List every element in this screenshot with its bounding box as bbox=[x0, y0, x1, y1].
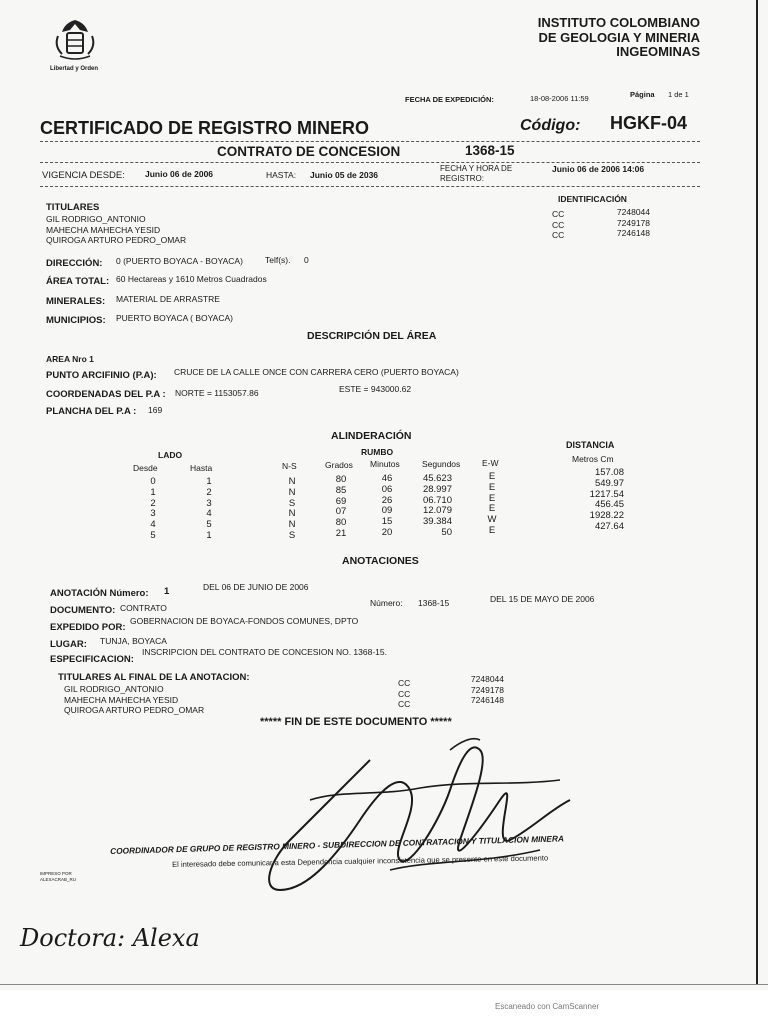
col-grados bbox=[334, 475, 348, 540]
fin-documento: ***** FIN DE ESTE DOCUMENTO ***** bbox=[260, 716, 452, 728]
col-header-ns: N-S bbox=[282, 461, 297, 471]
titular-name: GIL RODRIGO_ANTONIO bbox=[46, 214, 146, 224]
table-cell: E bbox=[488, 492, 496, 504]
identificacion-heading: IDENTIFICACIÓN bbox=[558, 194, 627, 204]
titular-id-type: CC bbox=[552, 219, 565, 230]
plancha-value: 169 bbox=[148, 405, 163, 415]
table-cell: 21 bbox=[335, 527, 347, 539]
lugar-value: TUNJA, BOYACA bbox=[100, 636, 167, 646]
table-cell: 1217.54 bbox=[589, 488, 624, 500]
table-cell: 3 bbox=[150, 508, 156, 520]
titular-id-type: CC bbox=[398, 688, 411, 699]
table-cell: 12.079 bbox=[422, 505, 452, 517]
table-cell: N bbox=[288, 519, 296, 531]
col-header-metros: Metros Cm bbox=[572, 454, 614, 464]
plancha-label: PLANCHA DEL P.A : bbox=[46, 406, 137, 417]
table-cell: 80 bbox=[335, 474, 347, 485]
scanner-watermark: Escaneado con CamScanner bbox=[495, 1002, 600, 1011]
titular-name: QUIROGA ARTURO PEDRO_OMAR bbox=[46, 235, 187, 245]
table-cell: S bbox=[288, 497, 296, 509]
doc-numero-value: 1368-15 bbox=[418, 598, 450, 608]
expedido-label: EXPEDIDO POR: bbox=[50, 622, 126, 633]
table-cell: 3 bbox=[206, 497, 212, 509]
impreso-por-tiny bbox=[40, 871, 76, 883]
table-cell: 1 bbox=[206, 476, 212, 487]
codigo-value: HGKF-04 bbox=[610, 113, 688, 133]
table-cell: 549.97 bbox=[594, 477, 624, 489]
punto-arcifinio-label: PUNTO ARCIFINIO (P.A): bbox=[46, 370, 157, 381]
minerales-label: MINERALES: bbox=[46, 296, 106, 307]
area-total-label: ÁREA TOTAL: bbox=[46, 276, 110, 287]
table-cell: E bbox=[488, 524, 496, 536]
coordenada-este: ESTE = 943000.62 bbox=[339, 384, 412, 394]
titular-name: MAHECHA MAHECHA YESID bbox=[64, 694, 179, 705]
table-cell: 1 bbox=[150, 486, 156, 498]
distancia-heading: DISTANCIA bbox=[566, 440, 615, 450]
titular-id-type: CC bbox=[398, 678, 411, 688]
titulares-heading: TITULARES bbox=[46, 202, 100, 213]
table-cell: 80 bbox=[335, 517, 347, 529]
lado-heading: LADO bbox=[158, 450, 183, 460]
vigencia-desde-value: Junio 06 de 2006 bbox=[145, 169, 214, 179]
scan-edge-bottom bbox=[0, 984, 768, 985]
area-total-value: 60 Hectareas y 1610 Metros Cuadrados bbox=[116, 274, 267, 284]
col-minutos bbox=[380, 474, 394, 539]
table-cell: 28.997 bbox=[422, 483, 452, 495]
coordenadas-label: COORDENADAS DEL P.A : bbox=[46, 389, 166, 400]
vigencia-hasta-label: HASTA: bbox=[266, 170, 297, 180]
table-cell: 2 bbox=[206, 486, 212, 498]
vigencia-hasta-value: Junio 05 de 2036 bbox=[310, 170, 379, 180]
direccion-value: 0 (PUERTO BOYACA - BOYACA) bbox=[116, 256, 243, 266]
table-cell: 4 bbox=[150, 519, 156, 531]
alinderacion-heading: ALINDERACIÓN bbox=[331, 430, 412, 442]
titulares-names bbox=[46, 214, 186, 246]
rumbo-heading: RUMBO bbox=[361, 447, 394, 457]
titular-id-type: CC bbox=[398, 699, 411, 709]
aviso-line: El interesado debe comunicar a esta Dependencia cualquier inconsistencia que se presente en este documento bbox=[172, 853, 549, 869]
telf-value: 0 bbox=[304, 255, 309, 265]
titular-id: 7248044 bbox=[616, 207, 650, 217]
table-cell: E bbox=[488, 471, 496, 482]
minerales-value: MATERIAL DE ARRASTRE bbox=[116, 294, 220, 304]
contrato-rule bbox=[40, 162, 700, 163]
titulares-id-types bbox=[552, 209, 564, 241]
table-cell: 4 bbox=[206, 508, 212, 520]
table-cell: N bbox=[288, 476, 296, 487]
table-cell: 5 bbox=[150, 529, 156, 541]
direccion-label: DIRECCIÓN: bbox=[46, 258, 103, 269]
table-cell: 85 bbox=[335, 484, 347, 496]
col-header-minutos: Minutos bbox=[370, 459, 400, 469]
table-cell: W bbox=[487, 514, 497, 526]
area-nro: AREA Nro 1 bbox=[46, 354, 94, 364]
especificacion-label: ESPECIFICACION: bbox=[50, 654, 134, 665]
table-cell: 45.623 bbox=[422, 473, 452, 484]
table-cell: 50 bbox=[441, 526, 452, 538]
handwritten-signature bbox=[250, 730, 610, 900]
pagina-value: 1 de 1 bbox=[668, 90, 689, 99]
municipios-label: MUNICIPIOS: bbox=[46, 315, 106, 326]
titulares-final-id-types bbox=[398, 678, 410, 710]
table-cell: 2 bbox=[150, 497, 156, 509]
telf-label: Telf(s). bbox=[265, 255, 291, 265]
anotacion-fecha: DEL 06 DE JUNIO DE 2006 bbox=[203, 582, 309, 592]
table-cell: 46 bbox=[381, 473, 393, 484]
titulares-final-ids bbox=[462, 674, 504, 706]
table-cell: 09 bbox=[381, 505, 393, 517]
fecha-expedicion-value: 18-08-2006 11:59 bbox=[530, 94, 589, 103]
pagina-label: Página bbox=[630, 90, 655, 99]
registro-label bbox=[440, 164, 512, 184]
anotacion-numero-value: 1 bbox=[164, 586, 170, 597]
titular-id-type: CC bbox=[552, 230, 565, 240]
institute-line-1: INSTITUTO COLOMBIANO bbox=[537, 15, 700, 30]
col-header-ew: E-W bbox=[482, 458, 499, 468]
fecha-expedicion-label: FECHA DE EXPEDICIÓN: bbox=[405, 95, 494, 104]
coordinador-line: COORDINADOR DE GRUPO DE REGISTRO MINERO - SUBDIRECCION DE CONTRATACION Y TITULACION MINERA bbox=[110, 833, 564, 856]
municipios-value: PUERTO BOYACA ( BOYACA) bbox=[116, 313, 233, 323]
table-cell: N bbox=[288, 486, 296, 498]
punto-arcifinio-value: CRUCE DE LA CALLE ONCE CON CARRERA CERO (PUERTO BOYACA) bbox=[174, 367, 459, 377]
titular-id: 7246148 bbox=[616, 228, 650, 238]
col-header-hasta: Hasta bbox=[190, 463, 213, 473]
titular-id-type: CC bbox=[552, 209, 565, 219]
institute-line-2: DE GEOLOGIA Y MINERIA bbox=[538, 29, 700, 45]
table-cell: 06 bbox=[381, 483, 393, 495]
table-cell: 20 bbox=[381, 526, 393, 538]
handwritten-note: Doctora: Alexa bbox=[20, 924, 200, 952]
vigencia-rule bbox=[40, 186, 700, 187]
coordenada-norte: NORTE = 1153057.86 bbox=[175, 388, 259, 398]
institute-line-3: INGEOMINAS bbox=[616, 44, 700, 59]
table-cell: E bbox=[488, 481, 496, 493]
table-cell: 39.384 bbox=[422, 516, 452, 528]
titulares-final-names bbox=[64, 684, 204, 716]
title-rule bbox=[40, 141, 700, 142]
table-cell: 15 bbox=[381, 516, 393, 528]
table-cell: 456.45 bbox=[594, 499, 624, 511]
table-cell: E bbox=[488, 503, 496, 515]
table-cell: 157.08 bbox=[594, 467, 624, 478]
descripcion-heading: DESCRIPCIÓN DEL ÁREA bbox=[307, 330, 437, 342]
col-header-desde: Desde bbox=[133, 463, 158, 473]
documento-label: DOCUMENTO: bbox=[50, 605, 116, 616]
doc-numero-label: Número: bbox=[370, 598, 403, 608]
table-cell: 1 bbox=[206, 529, 212, 541]
col-ns bbox=[287, 477, 297, 542]
table-cell: 427.64 bbox=[594, 520, 624, 532]
especificacion-value: INSCRIPCION DEL CONTRATO DE CONCESION NO. 1368-15. bbox=[142, 647, 387, 657]
institute-name bbox=[470, 16, 700, 60]
titular-id: 7246148 bbox=[470, 695, 504, 705]
titular-id: 7249178 bbox=[470, 684, 504, 695]
titular-name: GIL RODRIGO_ANTONIO bbox=[64, 684, 164, 694]
table-cell: 69 bbox=[335, 495, 347, 507]
titulares-final-label: TITULARES AL FINAL DE LA ANOTACION: bbox=[58, 672, 250, 683]
registro-label-line-2: REGISTRO: bbox=[440, 174, 485, 183]
table-cell: 5 bbox=[206, 519, 212, 531]
registro-value: Junio 06 de 2006 14:06 bbox=[552, 164, 645, 174]
impreso-por-user: ALEXACRAB_RU bbox=[40, 877, 77, 882]
titular-id: 7249178 bbox=[616, 217, 650, 228]
titular-name: MAHECHA MAHECHA YESID bbox=[46, 224, 161, 235]
col-header-grados: Grados bbox=[325, 460, 353, 470]
col-header-segundos: Segundos bbox=[422, 459, 461, 469]
col-ew bbox=[486, 472, 498, 537]
titular-id: 7248044 bbox=[470, 674, 504, 684]
table-cell: S bbox=[288, 529, 296, 541]
col-desde bbox=[148, 477, 158, 542]
seal-caption: Libertad y Orden bbox=[50, 66, 99, 72]
vigencia-desde-label: VIGENCIA DESDE: bbox=[42, 170, 125, 181]
col-metros bbox=[580, 468, 624, 533]
table-cell: 07 bbox=[335, 506, 347, 518]
coat-of-arms-seal bbox=[50, 16, 100, 64]
titular-name: QUIROGA ARTURO PEDRO_OMAR bbox=[64, 705, 205, 715]
scan-edge-right bbox=[756, 0, 758, 985]
contrato-label: CONTRATO DE CONCESION bbox=[217, 144, 401, 159]
documento-value: CONTRATO bbox=[120, 603, 167, 613]
col-segundos bbox=[412, 474, 452, 539]
table-cell: N bbox=[288, 508, 296, 520]
titulares-ids bbox=[610, 207, 650, 239]
lugar-label: LUGAR: bbox=[50, 639, 87, 650]
contrato-value: 1368-15 bbox=[465, 143, 515, 158]
registro-label-line-1: FECHA Y HORA DE bbox=[440, 164, 513, 173]
table-cell: 0 bbox=[150, 476, 156, 487]
table-cell: 26 bbox=[381, 494, 393, 506]
anotacion-numero-label: ANOTACIÓN Número: bbox=[50, 588, 149, 599]
impreso-por-label: IMPRESO POR bbox=[40, 871, 72, 876]
table-cell: 1928.22 bbox=[589, 510, 624, 522]
expedido-value: GOBERNACION DE BOYACA-FONDOS COMUNES, DPTO bbox=[130, 616, 359, 626]
page-title: CERTIFICADO DE REGISTRO MINERO bbox=[40, 118, 370, 138]
anotaciones-heading: ANOTACIONES bbox=[342, 555, 419, 567]
col-hasta bbox=[204, 477, 214, 542]
codigo-label: Código: bbox=[520, 117, 581, 134]
table-cell: 06.710 bbox=[422, 494, 452, 506]
doc-fecha: DEL 15 DE MAYO DE 2006 bbox=[490, 594, 595, 604]
